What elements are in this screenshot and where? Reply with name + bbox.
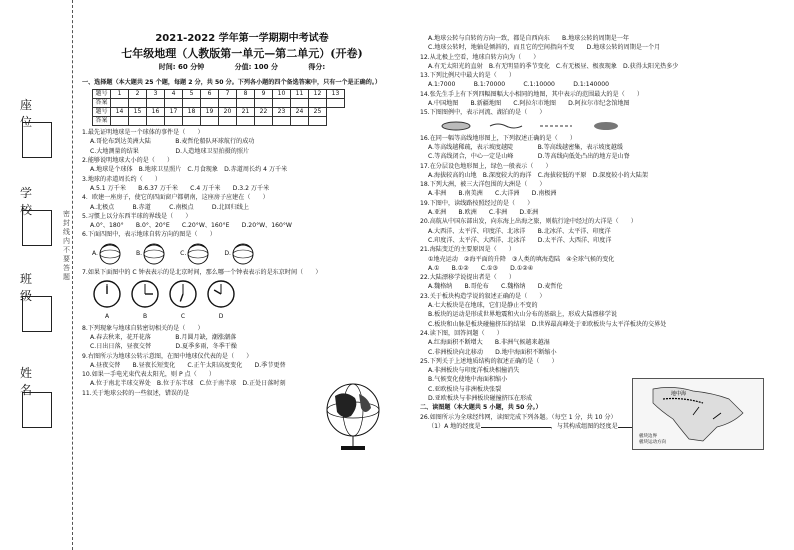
answer-cell[interactable] <box>201 117 219 126</box>
section2-heading: 二、读图题（本大题共 5 小题，共 50 分。） <box>420 404 542 412</box>
section1-heading: 一、选择题（本大题共 25 个题，每题 2 分，共 50 分。下列各小题的四个备选答案中，只有一个是正确的。） <box>82 78 382 86</box>
answer-cell[interactable] <box>165 99 183 108</box>
question-line: A.北极点 B.赤道 C.南极点 D.北回归线上 <box>90 203 249 211</box>
exam-subtitle: 七年级地理（人教版第一单元—第二单元）(开卷) <box>121 47 363 61</box>
question-line: 25.下列关于上述地质结构的叙述正确的是（ ） <box>420 357 558 365</box>
class-box[interactable] <box>22 296 52 332</box>
question-number-cell: 3 <box>147 90 165 99</box>
exam-score-total: 分值: 100 分 <box>234 62 278 71</box>
answer-cell[interactable] <box>111 99 129 108</box>
question-line: C.等高线闭合，中心一定是山峰 D.等高线向低处凸出的地方是山脊 <box>428 153 630 161</box>
question-number-cell: 18 <box>183 108 201 117</box>
question-line: 3.地球的赤道周长约（ ） <box>82 175 161 183</box>
question-line: C.大地测量的结果 D.人造地球卫星拍摄的照片 <box>90 147 250 155</box>
question-line: 13.下列比例尺中最大的是（ ） <box>420 72 516 80</box>
answer-cell[interactable] <box>237 117 255 126</box>
exam-title: 2021-2022 学年第一学期期中考试卷 <box>155 33 329 44</box>
question-number-cell: 7 <box>219 90 237 99</box>
question-number-cell: 12 <box>309 90 327 99</box>
answer-cell[interactable] <box>291 99 309 108</box>
question-line: ①地壳运动 ②海平面的升降 ③人类的填海造陆 ④全球气候的变化 <box>428 255 615 263</box>
plate-map <box>632 378 764 450</box>
question-26: 26.如图所示为全球经纬网，读图完成下列各题。（每空 1 分，共 10 分） <box>420 413 617 421</box>
question-line: 11.关于地球公转的一些叙述，错误的是 <box>82 389 190 397</box>
answer-cell[interactable] <box>147 117 165 126</box>
right-column <box>420 0 790 550</box>
school-label: 学 校 <box>20 186 47 217</box>
row-label: 题号 <box>93 90 111 99</box>
question-line: B.板块的运动是形成世界地震和火山分布的基础上，形成大陆漂移学说 <box>428 311 617 319</box>
question-number-cell: 20 <box>219 108 237 117</box>
question-line: 5.习惯上以分东西半球的界线是（ ） <box>82 212 192 220</box>
question-number-cell: 19 <box>201 108 219 117</box>
question-number-cell: 2 <box>129 90 147 99</box>
clock-label: A <box>104 313 110 321</box>
question-line: A.亚洲 B.欧洲 C.非洲 D.亚洲 <box>428 209 539 217</box>
answer-cell[interactable] <box>327 99 345 108</box>
question-number-cell: 5 <box>183 90 201 99</box>
map-place-label: 地中海 <box>671 391 687 397</box>
question-number-cell: 4 <box>165 90 183 99</box>
legend-symbol-icon <box>434 120 474 132</box>
question-line: A.哥伦布到达美洲大陆 B.麦哲伦船队环球航行的成功 <box>90 138 255 146</box>
question-line: A.海拔较高的山地 B.深度较大的海洋 C.海拔较低的平原 D.深度较小的大陆架 <box>428 171 648 179</box>
question-line: A.非洲板块与印度洋板块相撞消失 <box>428 367 520 375</box>
answer-cell[interactable] <box>255 117 273 126</box>
answer-cell[interactable] <box>219 99 237 108</box>
legend-symbol-icon <box>534 120 574 132</box>
row-label: 题号 <box>93 108 111 117</box>
question-line: A.昼夜交替 B.昼夜长短变化 C.正午太阳高度变化 D.季节更替 <box>90 361 286 369</box>
question-number-cell: 9 <box>255 90 273 99</box>
question-line: A.中国地图 B.新疆地图 C.阿拉尔市地图 D.阿拉尔市纪念馆地图 <box>428 100 630 108</box>
class-label: 班 级 <box>20 272 47 303</box>
answer-cell[interactable] <box>273 117 291 126</box>
fold-text: 密 封 线 内 不 要 答 题 <box>63 210 70 281</box>
globe-option-label: C. <box>180 250 187 258</box>
question-line: A.地球是个球体 B.地球卫星照片 C.月食现象 D.赤道周长约 4 万千米 <box>90 166 288 174</box>
question-line: B.气候变化使地中海面积缩小 <box>428 376 508 384</box>
question-line: A.地球公转与自转的方向一致，都是自西向东 B.地球公转的周期是一年 <box>428 35 630 42</box>
row-label: 答案 <box>93 99 111 108</box>
legend-boundary: 板块边界 <box>639 434 657 439</box>
question-line: 22.大陆漂移学说提出者是（ ） <box>420 274 516 282</box>
answer-cell[interactable] <box>255 99 273 108</box>
question-line: D.亚欧板块与非洲板块碰撞挤压在形成 <box>428 394 533 402</box>
question-line: C.日出日落，昼夜交替 D.夏季多雨，冬季干燥 <box>90 343 237 351</box>
question-line: A.魏格纳 B.哥伦布 C.魏格纳 D.麦哲伦 <box>428 283 563 291</box>
question-line: 23.关于板块构造学说的叙述正确的是（ ） <box>420 292 546 300</box>
question-line: 18.下列大洲，被三大洋包围的大洲是（ ） <box>420 181 546 189</box>
clock-label: C <box>180 313 186 321</box>
globe-figure <box>315 376 387 454</box>
question-line: 4．欧建一座房子，使它的四面窗户都朝南，这座房子应建在（ ） <box>82 194 269 202</box>
question-number-cell: 16 <box>147 108 165 117</box>
question-number-cell: 13 <box>327 90 345 99</box>
rotation-globe-icon <box>186 242 210 266</box>
clock-label: B <box>142 313 148 321</box>
question-number-cell: 14 <box>111 108 129 117</box>
answer-cell[interactable] <box>291 117 309 126</box>
answer-cell[interactable] <box>129 117 147 126</box>
globe-option-label: B. <box>136 250 143 258</box>
seat-box[interactable] <box>22 122 52 158</box>
question-line: 19.下图中，读线路按照经过的是（ ） <box>420 199 534 207</box>
question-line: 17.在分层设色地形图上，绿色一般表示（ ） <box>420 162 552 170</box>
question-line: C.印度洋、太平洋、大西洋、北冰洋 D.太平洋、大西洋、印度洋 <box>428 236 612 244</box>
question-number-cell: 24 <box>291 108 309 117</box>
answer-cell[interactable] <box>183 117 201 126</box>
row-label: 答案 <box>93 117 111 126</box>
question-line: 1.最先证明地球是一个球体的事件是（ ） <box>82 129 204 137</box>
exam-meta <box>82 63 402 72</box>
question-number-cell: 10 <box>273 90 291 99</box>
rotation-globe-icon <box>231 242 255 266</box>
question-line: 9.右图所示为地球公转示意图，在图中地球仪代表的是（ ） <box>82 352 253 360</box>
globe-option-label: A. <box>92 250 98 258</box>
clock-icon <box>168 279 198 309</box>
clock-icon <box>130 279 160 309</box>
legend-symbol-icon <box>584 120 624 132</box>
globe-icon <box>315 376 387 454</box>
clock-options <box>82 279 402 322</box>
question-line: 16.在同一幅等高线地形图上，下列叙述正确的是（ ） <box>420 134 576 142</box>
question-line: 15.下图图例中，表示河流、湖泊的是（ ） <box>420 109 546 117</box>
question-line: A.有无太阳光的直射 B.有无明显的季节变化 C.有无极昼、极夜现象 D.获得太阳光热多少 <box>428 62 679 70</box>
question-line: 10.如果一手电光束代表太阳光，则 P 点（ ） <box>82 371 216 379</box>
answer-cell[interactable] <box>129 99 147 108</box>
seat-label: 座 位 <box>20 98 47 129</box>
answer-table <box>92 89 345 126</box>
question-number-cell: 6 <box>201 90 219 99</box>
q26a-text: （1）A 地的经度是 <box>428 422 481 430</box>
exam-time: 时间: 60 分钟 <box>158 62 205 71</box>
legend-symbol-icon <box>484 120 524 132</box>
question-number-cell: 8 <box>237 90 255 99</box>
question-line: A.5.1 万千米 B.6.37 万千米 C.4 万千米 D.3.2 万千米 <box>90 184 270 192</box>
globe-option-label: D. <box>224 250 231 258</box>
question-line: 2.能够说明地球大小的是（ ） <box>82 157 174 165</box>
question-line: C.板块和山脉是板块碰撞挤压的结果 D.世界最高峰处于亚欧板块与太平洋板块的交界处 <box>428 320 667 328</box>
school-box[interactable] <box>22 210 52 246</box>
answer-cell[interactable] <box>111 117 129 126</box>
name-label: 姓 名 <box>20 366 47 397</box>
left-column <box>82 0 402 550</box>
question-number-cell: 25 <box>309 108 327 117</box>
question-line: 12.从北极上空看，地球自转方向为（ ） <box>420 53 540 61</box>
question-number-cell: 11 <box>291 90 309 99</box>
question-line: 24.读下图，回答问题（ ） <box>420 329 503 337</box>
rotation-globe-icon <box>142 242 166 266</box>
legend-direction: 板块运动方向 <box>639 440 666 445</box>
exam-score-label: 得分: <box>308 62 326 71</box>
answer-cell[interactable] <box>147 99 165 108</box>
answer-cell[interactable] <box>219 117 237 126</box>
answer-cell[interactable] <box>237 99 255 108</box>
question-line: A.非洲 B.南美洲 C.大洋洲 D.南极洲 <box>428 190 557 198</box>
question-line: 21.海陆变迁的主要原因是（ ） <box>420 246 516 254</box>
question-line: A.等高线越稀疏，表示坡度越陡 B.等高线越密集，表示坡度越缓 <box>428 143 623 151</box>
q26a-blank[interactable] <box>481 427 551 428</box>
question-line: A.七大板块是在地球，它们是静止不变的 <box>428 302 538 310</box>
question-line: A.① B.①② C.①③ D.①②④ <box>428 264 534 272</box>
question-line: 8.下列现象与地球自转密切相关的是（ ） <box>82 324 204 332</box>
q26a-tail: ，与其构成组图的经度是 <box>550 422 618 430</box>
question-line: C.亚欧板块与非洲板块张裂 <box>428 385 502 393</box>
question-line: A.红海面积不断增大 B.非洲气候越来越湿 <box>428 339 550 347</box>
question-line: C.地球公转时，地轴是倾斜的，而且它的空间指向不变 D.地球公转的周期是一个月 <box>428 44 661 52</box>
question-line: C.非洲板块向北移动 D.地中海面积不断缩小 <box>428 348 557 356</box>
legend-symbol-options <box>420 118 790 134</box>
name-box[interactable] <box>22 392 52 428</box>
question-number-cell: 17 <box>165 108 183 117</box>
rotation-globe-icon <box>98 242 122 266</box>
question-line: A.大西洋、太平洋、印度洋、北冰洋 B.北冰洋、太平洋、印度洋 <box>428 227 611 235</box>
question-line: 6.下面四图中，表示地球自转方向的图是（ ） <box>82 231 216 239</box>
question-line: A.春去秋来，花开花落 B.月圆月缺，潮涨潮落 <box>90 333 237 341</box>
answer-cell[interactable] <box>165 117 183 126</box>
question-line: 20.高航从中国东部出发，向东海上出海之旅，则航行途中经过的大洋是（ ） <box>420 218 637 226</box>
question-line: A.1:7000 B.1:70000 C.1:10000 D.1:140000 <box>428 81 610 89</box>
answer-cell[interactable] <box>183 99 201 108</box>
question-number-cell: 15 <box>129 108 147 117</box>
question-line: A.0°、180° B.0°、20°E C.20°W、160°E D.20°W、160°W <box>90 222 292 230</box>
question-number-cell: 23 <box>273 108 291 117</box>
answer-cell[interactable] <box>309 99 327 108</box>
clock-icon <box>206 279 236 309</box>
clock-icon <box>92 279 122 309</box>
question-line: 7.如果下面图中的 C 钟表表示的是北京时间，那么哪一个钟表表示的是东京时间（ ） <box>82 268 322 276</box>
question-number-cell: 21 <box>237 108 255 117</box>
clock-label: D <box>218 313 224 321</box>
rotation-options <box>82 242 402 266</box>
answer-cell[interactable] <box>201 99 219 108</box>
answer-cell[interactable] <box>273 99 291 108</box>
answer-cell[interactable] <box>309 117 327 126</box>
question-number-cell: 22 <box>255 108 273 117</box>
question-number-cell: 1 <box>111 90 129 99</box>
question-line: 14.张先生手上有下列四幅图幅大小相同的地图，其中表示的范围最大的是（ ） <box>420 90 643 98</box>
question-line: A.位于南北半球交界处 B.位于东半球 C.位于南半球 D.正处日落时刻 <box>90 380 286 388</box>
